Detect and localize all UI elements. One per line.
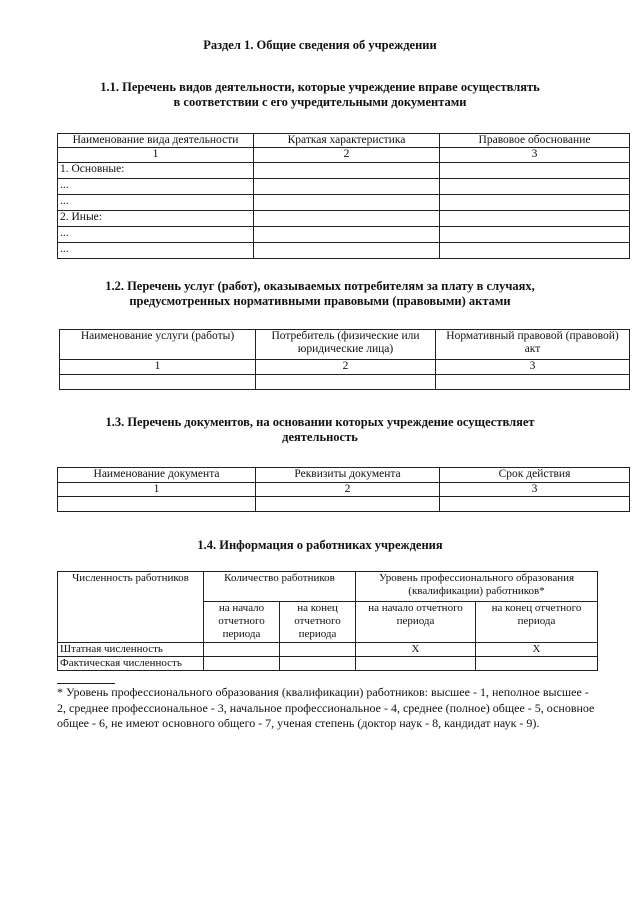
table-cell xyxy=(254,195,440,211)
row-label: 1. Основные: xyxy=(58,163,254,179)
table-row xyxy=(58,211,630,227)
footnote-separator xyxy=(57,683,115,684)
table-header-row xyxy=(58,134,630,148)
table-row xyxy=(58,243,630,259)
row-label: ... xyxy=(58,227,254,243)
column-number: 1 xyxy=(58,483,256,497)
table-cell xyxy=(440,243,630,259)
s2-title-line2: предусмотренных нормативными правовыми (правовыми) актами xyxy=(129,294,511,308)
header-document-details: Реквизиты документа xyxy=(256,468,440,483)
s3-title-line2: деятельность xyxy=(282,430,358,444)
column-number: 2 xyxy=(256,483,440,497)
table-cell xyxy=(254,227,440,243)
header-short-description: Краткая характеристика xyxy=(254,134,440,148)
s4-title: 1.4. Информация о работниках учреждения xyxy=(197,538,443,552)
header-document-name: Наименование документа xyxy=(58,468,256,483)
table-cell xyxy=(60,375,256,390)
header-staff-count: Численность работников xyxy=(58,572,204,643)
table-cell xyxy=(440,163,630,179)
s1-title-line2: в соответствии с его учредительными документами xyxy=(173,95,467,109)
section-title: Раздел 1. Общие сведения об учреждении xyxy=(203,38,437,52)
x-mark: X xyxy=(476,643,598,657)
table-cell xyxy=(256,497,440,512)
table-cell xyxy=(58,497,256,512)
row-label: Фактическая численность xyxy=(58,657,204,671)
column-number: 3 xyxy=(440,148,630,163)
header-consumer: Потребитель (физические или юридические лица) xyxy=(256,330,436,360)
table-cell xyxy=(440,195,630,211)
table-cell xyxy=(440,497,630,512)
table-row xyxy=(58,179,630,195)
staff-table xyxy=(57,571,598,671)
x-mark: X xyxy=(356,643,476,657)
column-number-row xyxy=(58,148,630,163)
table-header-row xyxy=(60,330,630,360)
header-validity-period: Срок действия xyxy=(440,468,630,483)
header-service-name: Наименование услуги (работы) xyxy=(60,330,256,360)
table-cell xyxy=(204,657,280,671)
table-cell xyxy=(356,657,476,671)
s2-title-line1: 1.2. Перечень услуг (работ), оказываемых потребителям за плату в случаях, xyxy=(105,279,535,293)
table-header-row xyxy=(58,572,598,602)
table-row xyxy=(58,195,630,211)
table-cell xyxy=(476,657,598,671)
subheader-period-end: на конец отчетного периода xyxy=(280,602,356,643)
table-cell xyxy=(204,643,280,657)
header-legal-basis: Правовое обоснование xyxy=(440,134,630,148)
header-employee-count: Количество работников xyxy=(204,572,356,602)
table-cell xyxy=(280,643,356,657)
column-number-row xyxy=(60,360,630,375)
row-label: 2. Иные: xyxy=(58,211,254,227)
subheader-period-end: на конец отчетного периода xyxy=(476,602,598,643)
subheader-period-start: на начало отчетного периода xyxy=(356,602,476,643)
table-cell xyxy=(254,211,440,227)
column-number-row xyxy=(58,483,630,497)
table-row xyxy=(58,643,598,657)
table-row xyxy=(58,657,598,671)
row-label: ... xyxy=(58,179,254,195)
table-cell xyxy=(254,163,440,179)
table-cell xyxy=(254,243,440,259)
header-normative-act: Нормативный правовой (правовой) акт xyxy=(436,330,630,360)
subheader-period-start: на начало отчетного периода xyxy=(204,602,280,643)
footnote: * Уровень профессионального образования (квалификации) работников: высшее - 1, неполное высшее - 2, среднее профессиональное - 3, начальное профессиональное - 4, среднее (полное) общее - 5, основное общее - 6, не имеют основного общего - 7, ученая степень (доктор наук - 8, кандидат наук - 9). xyxy=(57,685,595,730)
s3-title-line1: 1.3. Перечень документов, на основании которых учреждение осуществляет xyxy=(105,415,535,429)
activities-table xyxy=(57,133,630,259)
row-label: ... xyxy=(58,195,254,211)
table-cell xyxy=(436,375,630,390)
table-row xyxy=(58,497,630,512)
table-row xyxy=(58,227,630,243)
table-cell xyxy=(256,375,436,390)
column-number: 2 xyxy=(254,148,440,163)
table-row xyxy=(60,375,630,390)
column-number: 3 xyxy=(436,360,630,375)
table-cell xyxy=(254,179,440,195)
column-number: 3 xyxy=(440,483,630,497)
table-cell xyxy=(280,657,356,671)
column-number: 1 xyxy=(60,360,256,375)
header-education-level: Уровень профессионального образования (квалификации) работников* xyxy=(356,572,598,602)
header-activity-name: Наименование вида деятельности xyxy=(58,134,254,148)
s1-title-line1: 1.1. Перечень видов деятельности, которые учреждение вправе осуществлять xyxy=(100,80,540,94)
row-label: ... xyxy=(58,243,254,259)
table-cell xyxy=(440,227,630,243)
column-number: 1 xyxy=(58,148,254,163)
table-header-row xyxy=(58,468,630,483)
table-cell xyxy=(440,211,630,227)
table-row xyxy=(58,163,630,179)
row-label: Штатная численность xyxy=(58,643,204,657)
documents-table xyxy=(57,467,630,512)
table-cell xyxy=(440,179,630,195)
column-number: 2 xyxy=(256,360,436,375)
services-table xyxy=(59,329,630,390)
